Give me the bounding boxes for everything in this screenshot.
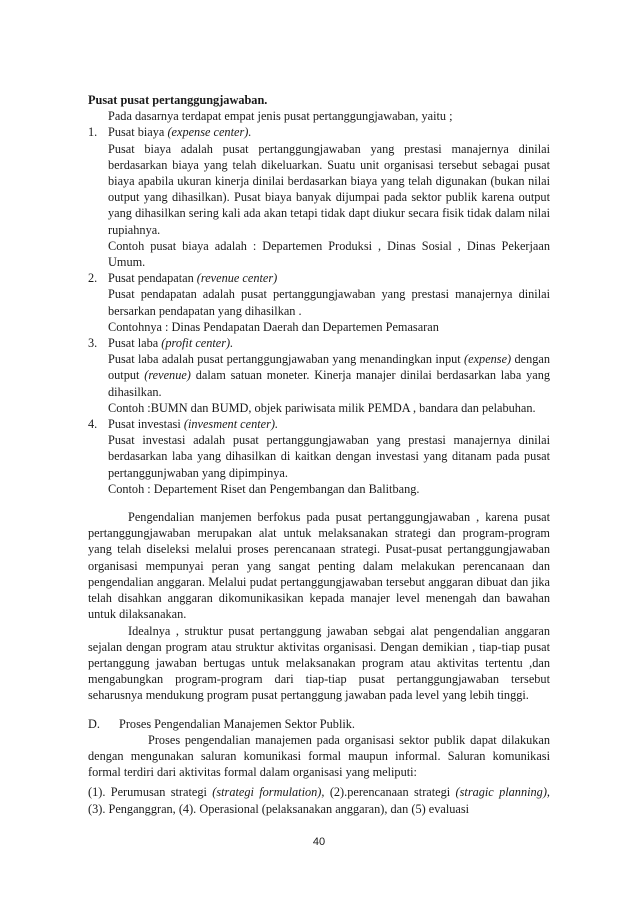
- document-page: [88, 92, 550, 817]
- list-item-body: [88, 351, 550, 416]
- list-item-name: Pusat pendapatan: [108, 271, 194, 286]
- section-heading: Pusat pusat pertanggungjawaban.: [88, 93, 268, 107]
- list-item-title: [108, 270, 277, 286]
- list-item-head: [88, 335, 550, 351]
- body-paragraph: Idealnya , struktur pusat pertanggung jawaban sebgai alat pengendalian anggaran sejalan dengan program atau struktur aktivitas organisasi. Dengan demikian , tiap-tiap pusat pertanggung jawaban bertugas untuk melaksanakan program atau aktivitas tertentu ,dan mengabungkan program-program dari tiap-tiap pusat pertanggungjawaban tersebut seharusnya mendukung program pusat pertanggung jawaban pada level yang lebih tinggi.: [88, 623, 550, 703]
- list-item-body: [88, 141, 550, 271]
- list-item-head: [88, 124, 550, 140]
- list-item-term: (profit center).: [161, 336, 234, 351]
- list-item-term: (revenue center): [196, 271, 278, 286]
- list-item-example: Contoh pusat biaya adalah : Departemen Produksi , Dinas Sosial , Dinas Pekerjaan Umum.: [108, 238, 550, 270]
- list-item: [88, 124, 550, 270]
- page-number: 40: [312, 836, 326, 848]
- list-item-number: 3.: [88, 336, 98, 351]
- list-item-title: [108, 335, 233, 351]
- list-item: [88, 416, 550, 497]
- list-item-example: Contoh : Departement Riset dan Pengembangan dan Balitbang.: [108, 481, 420, 496]
- subsection-heading: [88, 716, 550, 732]
- list-item-description: Pusat laba adalah pusat pertanggungjawaban yang menandingkan input (expense) dengan output (revenue) dalam satuan moneter. Kinerja manajer dinilai berdasarkan laba yang dihasilkan.: [108, 352, 551, 399]
- body-paragraph: Pengendalian manjemen berfokus pada pusat pertanggungjawaban , karena pusat pertanggungjawaban merupakan alat untuk melaksanakan strategi dan program-program yang telah diseleksi melalui proses perencanaan strategi. Pusat-pusat pertanggungjawaban organisasi mempunyai peran yang sangat penting dalam melakukan perencanaan dan pengendalian anggaran. Melalui pudat pertanggungjawaban tersebut anggaran dibuat dan jika telah disahkan anggaran dikomunikasikan kepada manajer level menengah dan bawahan untuk dilaksanakan.: [88, 510, 550, 622]
- list-item-description: Pusat pendapatan adalah pusat pertanggungjawaban yang prestasi manajernya dinilai bersarkan pendapatan yang dihasilkan .: [108, 287, 550, 318]
- list-item-head: [88, 416, 550, 432]
- list-item-title: [108, 416, 278, 432]
- list-item-name: Pusat biaya: [108, 125, 165, 140]
- list-item-term: (expense center).: [167, 125, 252, 140]
- list-item-name: Pusat laba: [108, 336, 159, 351]
- list-item-example: Contoh :BUMN dan BUMD, objek pariwisata milik PEMDA , bandara dan pelabuhan.: [108, 400, 536, 415]
- list-item-number: 1.: [88, 125, 98, 140]
- intro-block: [88, 108, 550, 124]
- list-item-name: Pusat investasi: [108, 417, 181, 432]
- list-item-head: [88, 270, 550, 286]
- intro-text: Pada dasarnya terdapat empat jenis pusat pertanggungjawaban, yaitu ;: [108, 109, 453, 124]
- list-item-title: [108, 124, 251, 140]
- list-item-body: [88, 432, 550, 497]
- list-item-number: 2.: [88, 271, 98, 286]
- body-paragraph-list: (1). Perumusan strategi (strategi formulation), (2).perencanaan strategi (stragic planning), (3). Penganggran, (4). Operasional (pelaksanakan anggaran), dan (5) evaluasi: [88, 785, 550, 816]
- list-item: [88, 270, 550, 335]
- subsection-letter: D.: [88, 716, 100, 731]
- list-item: [88, 335, 550, 416]
- list-item-body: [88, 286, 550, 335]
- list-item-example: Contohnya : Dinas Pendapatan Daerah dan Departemen Pemasaran: [108, 319, 439, 334]
- list-item-description: Pusat investasi adalah pusat pertanggungjawaban yang prestasi manajernya dinilai berdasarkan laba yang dihasilkan di kaitkan dengan investasi yang ditanam pada pusat pertanggunjwaban yang dipimpinya.: [108, 433, 550, 480]
- list-item-description: Pusat biaya adalah pusat pertanggungjawaban yang prestasi manajernya dinilai berdasarkan biaya yang telah dikeluarkan. Suatu unit organisasi tersebut sebagai pusat biaya apabila ukuran kinerja dinilai berdasarkan biaya yang telah digunakan (bukan nilai output yang dihasilkan). Pusat biaya banyak dijumpai pada sektor publik karena output yang dihasilkan sering kali ada akan tetapi tidak dapt diukur secara fisik tidak dalam nilai rupiahnya.: [108, 141, 550, 237]
- subsection-title: Proses Pengendalian Manajemen Sektor Publik.: [119, 716, 355, 731]
- list-item-number: 4.: [88, 417, 98, 432]
- list-item-term: (invesment center).: [183, 417, 279, 432]
- body-paragraph: Proses pengendalian manajemen pada organisasi sektor publik dapat dilakukan dengan mengunakan saluran komunikasi formal maupun informal. Saluran komunikasi formal terdiri dari aktivitas formal dalam organisasi yang meliputi:: [88, 732, 550, 780]
